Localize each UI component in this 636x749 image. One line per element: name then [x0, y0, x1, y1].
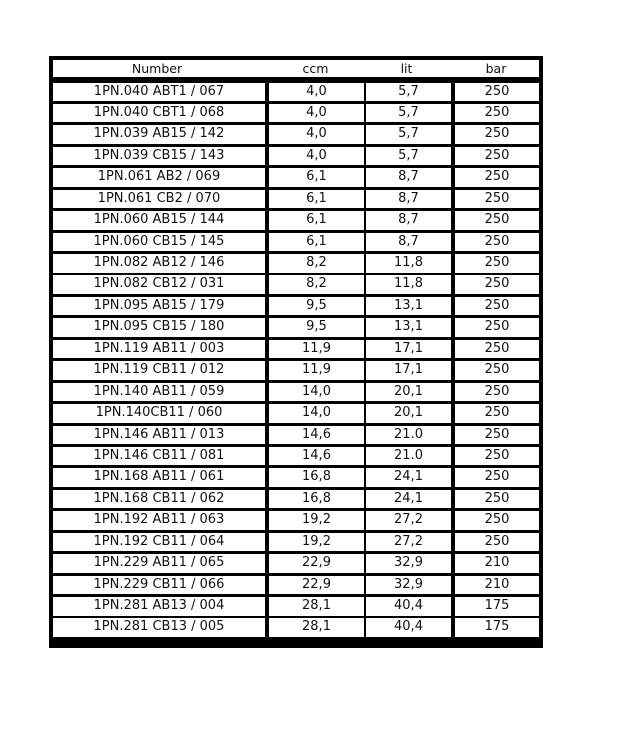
cell-lit: 24,1	[366, 468, 451, 487]
cell-number: 1PN.040 ABT1 / 067	[53, 83, 265, 102]
table-row	[53, 81, 539, 102]
cell-lit: 17,1	[366, 340, 451, 359]
cell-bar: 210	[455, 554, 539, 573]
cell-bar: 250	[455, 254, 539, 273]
cell-lit: 32,9	[366, 554, 451, 573]
table-row	[53, 381, 539, 402]
cell-ccm: 4,0	[269, 83, 364, 102]
cell-number: 1PN.061 CB2 / 070	[53, 190, 265, 209]
cell-lit: 5,7	[366, 83, 451, 102]
cell-number: 1PN.082 AB12 / 146	[53, 254, 265, 273]
cell-bar: 210	[455, 576, 539, 595]
table-row	[53, 467, 539, 488]
header-ccm: ccm	[302, 61, 329, 76]
cell-ccm: 9,5	[269, 318, 364, 337]
cell-ccm: 14,0	[269, 383, 364, 402]
cell-number: 1PN.082 CB12 / 031	[53, 275, 265, 294]
cell-number: 1PN.281 CB13 / 005	[53, 618, 265, 637]
cell-ccm: 28,1	[269, 618, 364, 637]
cell-ccm: 14,6	[269, 447, 364, 466]
cell-bar: 250	[455, 340, 539, 359]
table-row	[53, 403, 539, 424]
table-row	[53, 253, 539, 274]
cell-ccm: 16,8	[269, 490, 364, 509]
cell-ccm: 22,9	[269, 576, 364, 595]
header-lit: lit	[400, 61, 413, 76]
cell-ccm: 4,0	[269, 147, 364, 166]
table-row	[53, 596, 539, 617]
cell-lit: 40,4	[366, 597, 451, 616]
cell-lit: 24,1	[366, 490, 451, 509]
cell-ccm: 14,0	[269, 404, 364, 423]
cell-bar: 250	[455, 361, 539, 380]
cell-lit: 20,1	[366, 383, 451, 402]
cell-bar: 250	[455, 168, 539, 187]
table-row	[53, 531, 539, 552]
cell-bar: 250	[455, 404, 539, 423]
cell-number: 1PN.140CB11 / 060	[53, 404, 265, 423]
cell-ccm: 11,9	[269, 340, 364, 359]
cell-lit: 11,8	[366, 275, 451, 294]
cell-lit: 8,7	[366, 211, 451, 230]
cell-lit: 5,7	[366, 147, 451, 166]
cell-number: 1PN.119 AB11 / 003	[53, 340, 265, 359]
cell-ccm: 4,0	[269, 104, 364, 123]
cell-number: 1PN.140 AB11 / 059	[53, 383, 265, 402]
cell-lit: 40,4	[366, 618, 451, 637]
cell-lit: 8,7	[366, 233, 451, 252]
cell-bar: 250	[455, 83, 539, 102]
cell-number: 1PN.229 CB11 / 066	[53, 576, 265, 595]
table-row	[53, 231, 539, 252]
cell-lit: 13,1	[366, 297, 451, 316]
cell-ccm: 6,1	[269, 190, 364, 209]
cell-number: 1PN.119 CB11 / 012	[53, 361, 265, 380]
cell-bar: 250	[455, 275, 539, 294]
cell-bar: 250	[455, 490, 539, 509]
cell-number: 1PN.168 CB11 / 062	[53, 490, 265, 509]
cell-bar: 250	[455, 318, 539, 337]
table-row	[53, 617, 539, 638]
cell-lit: 17,1	[366, 361, 451, 380]
cell-lit: 27,2	[366, 511, 451, 530]
cell-bar: 250	[455, 211, 539, 230]
cell-ccm: 19,2	[269, 511, 364, 530]
cell-bar: 250	[455, 190, 539, 209]
table-row	[53, 445, 539, 466]
cell-bar: 250	[455, 297, 539, 316]
cell-ccm: 6,1	[269, 211, 364, 230]
header-bar: bar	[485, 61, 507, 76]
cell-number: 1PN.229 AB11 / 065	[53, 554, 265, 573]
cell-bar: 250	[455, 511, 539, 530]
table-row	[53, 510, 539, 531]
cell-bar: 250	[455, 147, 539, 166]
cell-number: 1PN.146 CB11 / 081	[53, 447, 265, 466]
cell-lit: 21.0	[366, 447, 451, 466]
cell-number: 1PN.060 CB15 / 145	[53, 233, 265, 252]
cell-ccm: 11,9	[269, 361, 364, 380]
cell-ccm: 8,2	[269, 275, 364, 294]
cell-number: 1PN.146 AB11 / 013	[53, 426, 265, 445]
cell-ccm: 14,6	[269, 426, 364, 445]
cell-number: 1PN.192 AB11 / 063	[53, 511, 265, 530]
cell-lit: 8,7	[366, 190, 451, 209]
cell-number: 1PN.192 CB11 / 064	[53, 533, 265, 552]
cell-lit: 27,2	[366, 533, 451, 552]
cell-lit: 5,7	[366, 125, 451, 144]
specification-table	[49, 56, 543, 648]
cell-number: 1PN.060 AB15 / 144	[53, 211, 265, 230]
cell-ccm: 9,5	[269, 297, 364, 316]
cell-number: 1PN.061 AB2 / 069	[53, 168, 265, 187]
cell-bar: 250	[455, 447, 539, 466]
cell-ccm: 28,1	[269, 597, 364, 616]
cell-lit: 20,1	[366, 404, 451, 423]
cell-bar: 250	[455, 104, 539, 123]
table-row	[53, 188, 539, 209]
table-row	[53, 553, 539, 574]
cell-number: 1PN.281 AB13 / 004	[53, 597, 265, 616]
table-body	[53, 81, 539, 638]
cell-bar: 175	[455, 618, 539, 637]
cell-ccm: 16,8	[269, 468, 364, 487]
header-number: Number	[131, 61, 183, 76]
cell-ccm: 8,2	[269, 254, 364, 273]
cell-bar: 250	[455, 426, 539, 445]
cell-ccm: 19,2	[269, 533, 364, 552]
table-header	[53, 60, 539, 77]
cell-number: 1PN.168 AB11 / 061	[53, 468, 265, 487]
cell-number: 1PN.039 AB15 / 142	[53, 125, 265, 144]
cell-number: 1PN.095 AB15 / 179	[53, 297, 265, 316]
table-row	[53, 574, 539, 595]
table-row	[53, 102, 539, 123]
cell-bar: 250	[455, 383, 539, 402]
cell-number: 1PN.095 CB15 / 180	[53, 318, 265, 337]
cell-lit: 32,9	[366, 576, 451, 595]
table-row	[53, 167, 539, 188]
cell-ccm: 6,1	[269, 168, 364, 187]
cell-bar: 250	[455, 533, 539, 552]
cell-bar: 250	[455, 233, 539, 252]
table-row	[53, 124, 539, 145]
cell-number: 1PN.040 CBT1 / 068	[53, 104, 265, 123]
cell-number: 1PN.039 CB15 / 143	[53, 147, 265, 166]
table-row	[53, 360, 539, 381]
table-row	[53, 317, 539, 338]
cell-lit: 13,1	[366, 318, 451, 337]
table-row	[53, 488, 539, 509]
cell-lit: 11,8	[366, 254, 451, 273]
table-row	[53, 424, 539, 445]
cell-bar: 250	[455, 125, 539, 144]
cell-bar: 175	[455, 597, 539, 616]
cell-lit: 21.0	[366, 426, 451, 445]
table-row	[53, 274, 539, 295]
cell-ccm: 4,0	[269, 125, 364, 144]
cell-bar: 250	[455, 468, 539, 487]
cell-ccm: 22,9	[269, 554, 364, 573]
table-row	[53, 295, 539, 316]
cell-lit: 8,7	[366, 168, 451, 187]
cell-ccm: 6,1	[269, 233, 364, 252]
table-row	[53, 210, 539, 231]
cell-lit: 5,7	[366, 104, 451, 123]
table-row	[53, 338, 539, 359]
table-row	[53, 145, 539, 166]
